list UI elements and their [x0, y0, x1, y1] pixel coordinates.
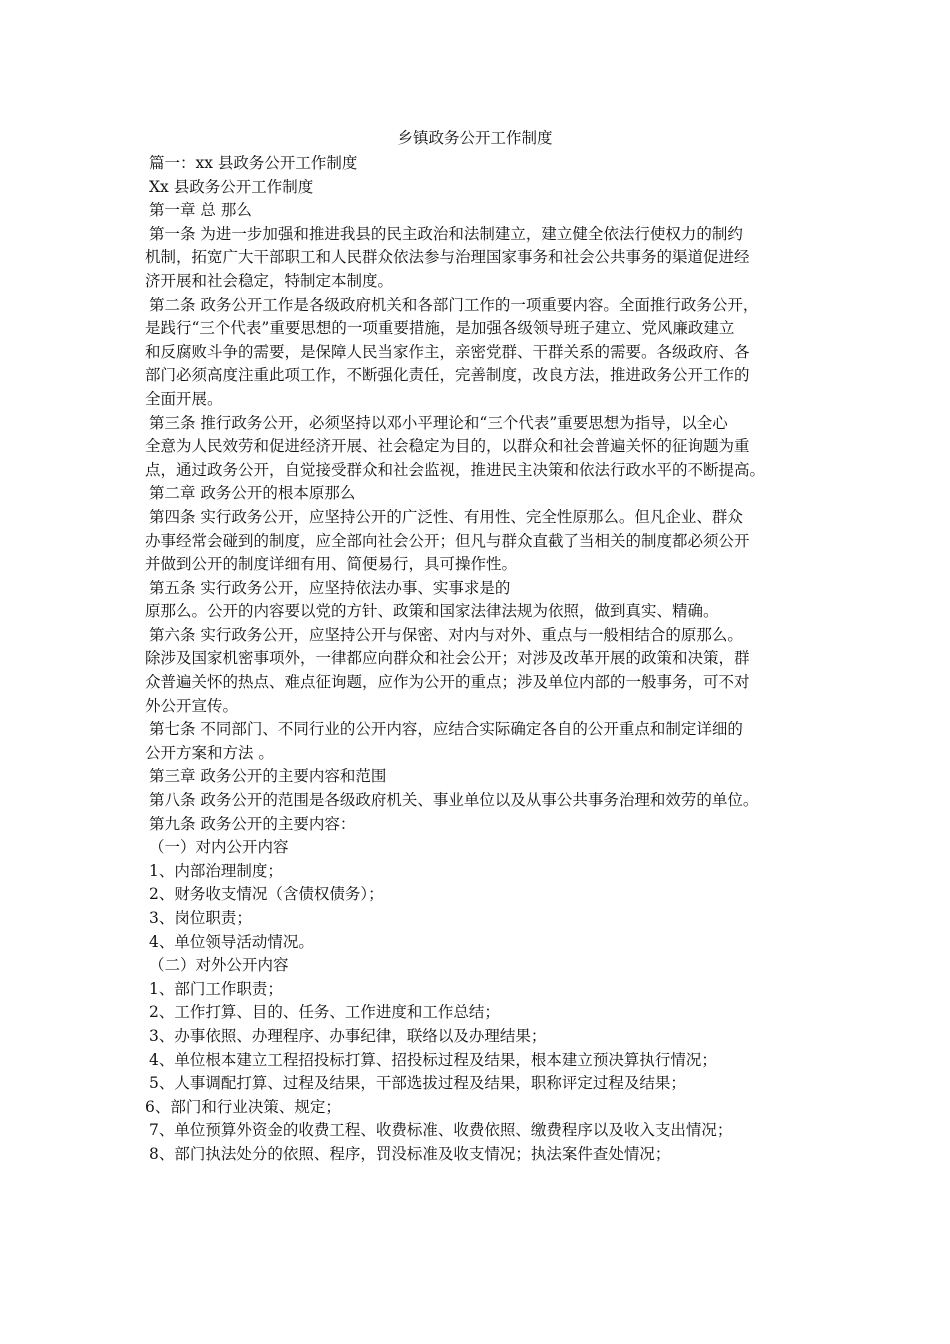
text-line: 机制，拓宽广大干部职工和人民群众依法参与治理国家事务和社会公共事务的渠道促进经 [145, 248, 750, 267]
text-line: 第三条 推行政务公开，必须坚持以邓小平理论和“三个代表”重要思想为指导，以全心 [149, 413, 728, 432]
text-line: 第一章 总 那么 [149, 201, 252, 220]
text-line: 3、岗位职责； [149, 909, 252, 927]
document-body [145, 152, 807, 1167]
text-line: （二）对外公开内容 [149, 956, 289, 975]
text-line: 1、内部治理制度； [149, 861, 283, 880]
text-line: Xx 县政务公开工作制度 [149, 177, 314, 196]
text-line: 2、财务收支情况（含债权债务）； [149, 885, 384, 904]
text-line: 6、部门和行业决策、规定； [145, 1097, 341, 1116]
text-line: 第一条 为进一步加强和推进我县的民主政治和法制建立，建立健全依法行使权力的制约 [149, 224, 743, 243]
text-line: 第三章 政务公开的主要内容和范围 [149, 767, 387, 786]
text-line: 全面开展。 [145, 389, 223, 408]
text-line: 7、单位预算外资金的收费工程、收费标准、收费依照、缴费程序以及收入支出情况； [149, 1121, 733, 1140]
text-line: 第四条 实行政务公开，应坚持公开的广泛性、有用性、完全性原那么。但凡企业、群众 [149, 507, 743, 526]
text-line: 3、办事依照、办理程序、办事纪律，联络以及办理结果； [149, 1026, 547, 1045]
text-line: 是践行“三个代表”重要思想的一项重要措施，是加强各级领导班子建立、党风廉政建立 [145, 319, 735, 338]
text-line: 篇一：xx 县政务公开工作制度 [149, 154, 358, 172]
text-line: 除涉及国家机密事项外，一律都应向群众和社会公开；对涉及改革开展的政策和决策，群 [145, 649, 750, 668]
text-line: 第五条 实行政务公开，应坚持依法办事、实事求是的 [149, 578, 511, 597]
text-line: （一）对内公开内容 [149, 838, 289, 857]
text-line: 办事经常会碰到的制度，应全部向社会公开；但凡与群众直截了当相关的制度都必须公开 [145, 531, 750, 550]
text-line: 公开方案和方法 。 [145, 743, 274, 762]
text-line: 第七条 不同部门、不同行业的公开内容，应结合实际确定各自的公开重点和制定详细的 [149, 720, 743, 739]
text-line: 部门必须高度注重此项工作，不断强化责任，完善制度，改良方法，推进政务公开工作的 [145, 366, 750, 385]
text-line: 第二章 政务公开的根本原那么 [149, 484, 356, 503]
text-line: 原那么。公开的内容要以党的方针、政策和国家法律法规为依照，做到真实、精确。 [145, 602, 719, 621]
text-line: 第二条 政务公开工作是各级政府机关和各部门工作的一项重要内容。全面推行政务公开， [149, 295, 759, 314]
text-line: 众普遍关怀的热点、难点征询题，应作为公开的重点；涉及单位内部的一般事务，可不对 [145, 673, 750, 692]
text-line: 并做到公开的制度详细有用、简便易行，具可操作性。 [145, 555, 518, 574]
text-line: 第六条 实行政务公开，应坚持公开与保密、对内与对外、重点与一般相结合的原那么。 [149, 625, 743, 644]
text-line: 5、人事调配打算、过程及结果，干部选拔过程及结果，职称评定过程及结果； [149, 1074, 686, 1093]
text-line: 2、工作打算、目的、任务、工作进度和工作总结； [149, 1003, 500, 1022]
text-line: 全意为人民效劳和促进经济开展、社会稳定为目的，以群众和社会普遍关怀的征询题为重 [145, 437, 750, 456]
text-line: 点，通过政务公开，自觉接受群众和社会监视，推进民主决策和依法行政水平的不断提高。 [145, 460, 766, 479]
text-line: 外公开宣传。 [145, 696, 239, 715]
text-line: 8、部门执法处分的依照、程序，罚没标准及收支情况；执法案件查处情况； [149, 1144, 671, 1163]
text-line: 1、部门工作职责； [149, 979, 283, 998]
text-line: 济开展和社会稳定，特制定本制度。 [145, 271, 394, 290]
document-title: 乡镇政务公开工作制度 [397, 129, 553, 147]
text-line: 4、单位根本建立工程招投标打算、招投标过程及结果，根本建立预决算执行情况； [149, 1050, 717, 1069]
text-line: 4、单位领导活动情况。 [149, 932, 314, 951]
text-line: 和反腐败斗争的需要，是保障人民当家作主，亲密党群、干群关系的需要。各级政府、各 [145, 342, 750, 361]
text-line: 第九条 政务公开的主要内容： [149, 814, 356, 833]
text-line: 第八条 政务公开的范围是各级政府机关、事业单位以及从事公共事务治理和效劳的单位。 [149, 791, 759, 810]
